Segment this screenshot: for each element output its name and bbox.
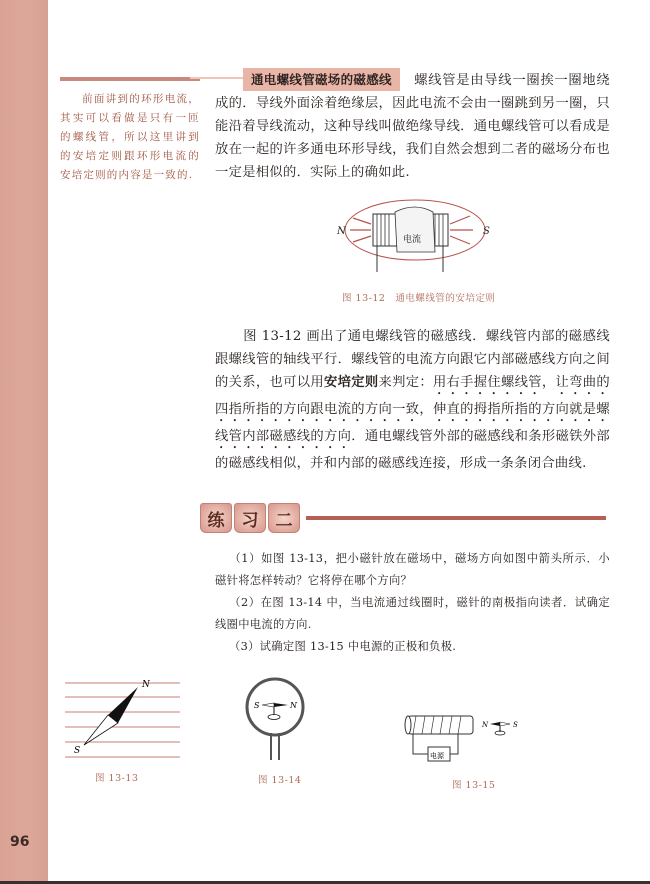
exercise-rule xyxy=(306,516,606,520)
fig14-n-label: N xyxy=(290,701,297,710)
side-note-rule xyxy=(60,77,200,81)
fig12-s-label: S xyxy=(483,226,490,237)
exercise-item: （1）如图 13-13，把小磁针放在磁场中，磁场方向如图中箭头所示．小磁针将怎样转动？它将停在哪个方向？ xyxy=(215,552,610,587)
fig12-current-label: 电流 xyxy=(403,235,422,245)
paragraph-2-text: 图 13-12 画出了通电螺线管的磁感线．螺线管内部的磁感线跟螺线管的轴线平行．螺线管的电流方向跟它内部磁感线方向之间的关系，也可以用 xyxy=(215,329,610,390)
side-note-text: 前面讲到的环形电流，其实可以看做是只有一匝的螺线管，所以这里讲到的安培定则跟环形电流的安培定则的内容是一致的. xyxy=(60,93,200,181)
exercise-list xyxy=(215,548,610,658)
figure-13-12-caption: 图 13-12 通电螺线管的安培定则 xyxy=(342,293,496,304)
side-note xyxy=(60,90,200,185)
exercise-title-char: 二 xyxy=(268,503,300,533)
emphasized-rule-text: 用右手握住螺线管，让弯曲的四指所指的方向跟电流的方向一致，伸直的拇指所指的方向就是螺线管内部磁感线的方向 xyxy=(215,375,610,444)
exercise-item: （3）试确定图 13-15 中电源的正极和负极. xyxy=(229,640,457,653)
figure-13-15-caption: 图 13-15 xyxy=(452,780,496,791)
solenoid-ampere-rule-figure xyxy=(335,192,495,277)
page-margin-strip xyxy=(0,0,48,884)
fig14-s-label: S xyxy=(254,701,260,710)
fig15-n-label: N xyxy=(482,721,489,729)
fig13-n-label: N xyxy=(142,680,150,690)
section-heading: 通电螺线管磁场的磁感线 xyxy=(243,68,400,91)
solenoid-power-figure xyxy=(400,710,530,765)
fig13-s-label: S xyxy=(74,746,81,756)
compass-in-field-figure xyxy=(60,675,190,760)
exercise-title-char: 习 xyxy=(234,503,266,533)
section-paragraph-2 xyxy=(215,325,610,475)
exercise-title-char: 练 xyxy=(200,503,232,533)
section-paragraph-1 xyxy=(215,68,610,184)
paragraph-1-text: 螺线管是由导线一圈挨一圈地绕成的．导线外面涂着绝缘层，因此电流不会由一圈跳到另一圈，只能沿着导线流动，这种导线叫做绝缘导线．通电螺线管可以看成是放在一起的许多通电环形导线，我们自然会想到二者的磁场分布也一定是相似的．实际上的确如此. xyxy=(215,73,610,180)
paragraph-2-text-c: ．通电螺线管外部的磁感线和条形磁铁外部的磁感线相似，并和内部的磁感线连接，形成一条条闭合曲线. xyxy=(215,429,611,471)
power-source-label: 电源 xyxy=(430,752,444,760)
figure-13-13-caption: 图 13-13 xyxy=(95,773,139,784)
exercise-heading xyxy=(200,503,606,533)
fig15-s-label: S xyxy=(513,721,518,729)
page-number: 96 xyxy=(10,834,30,850)
figure-13-14-caption: 图 13-14 xyxy=(258,775,302,786)
paragraph-2-text-b: 来判定： xyxy=(378,375,433,390)
ampere-rule-term: 安培定则 xyxy=(323,375,379,390)
fig12-n-label: N xyxy=(337,226,346,237)
exercise-item: （2）在图 13-14 中，当电流通过线圈时，磁针的南极指向读者．试确定线圈中电流的方向. xyxy=(215,596,610,631)
coil-compass-figure xyxy=(240,675,310,760)
